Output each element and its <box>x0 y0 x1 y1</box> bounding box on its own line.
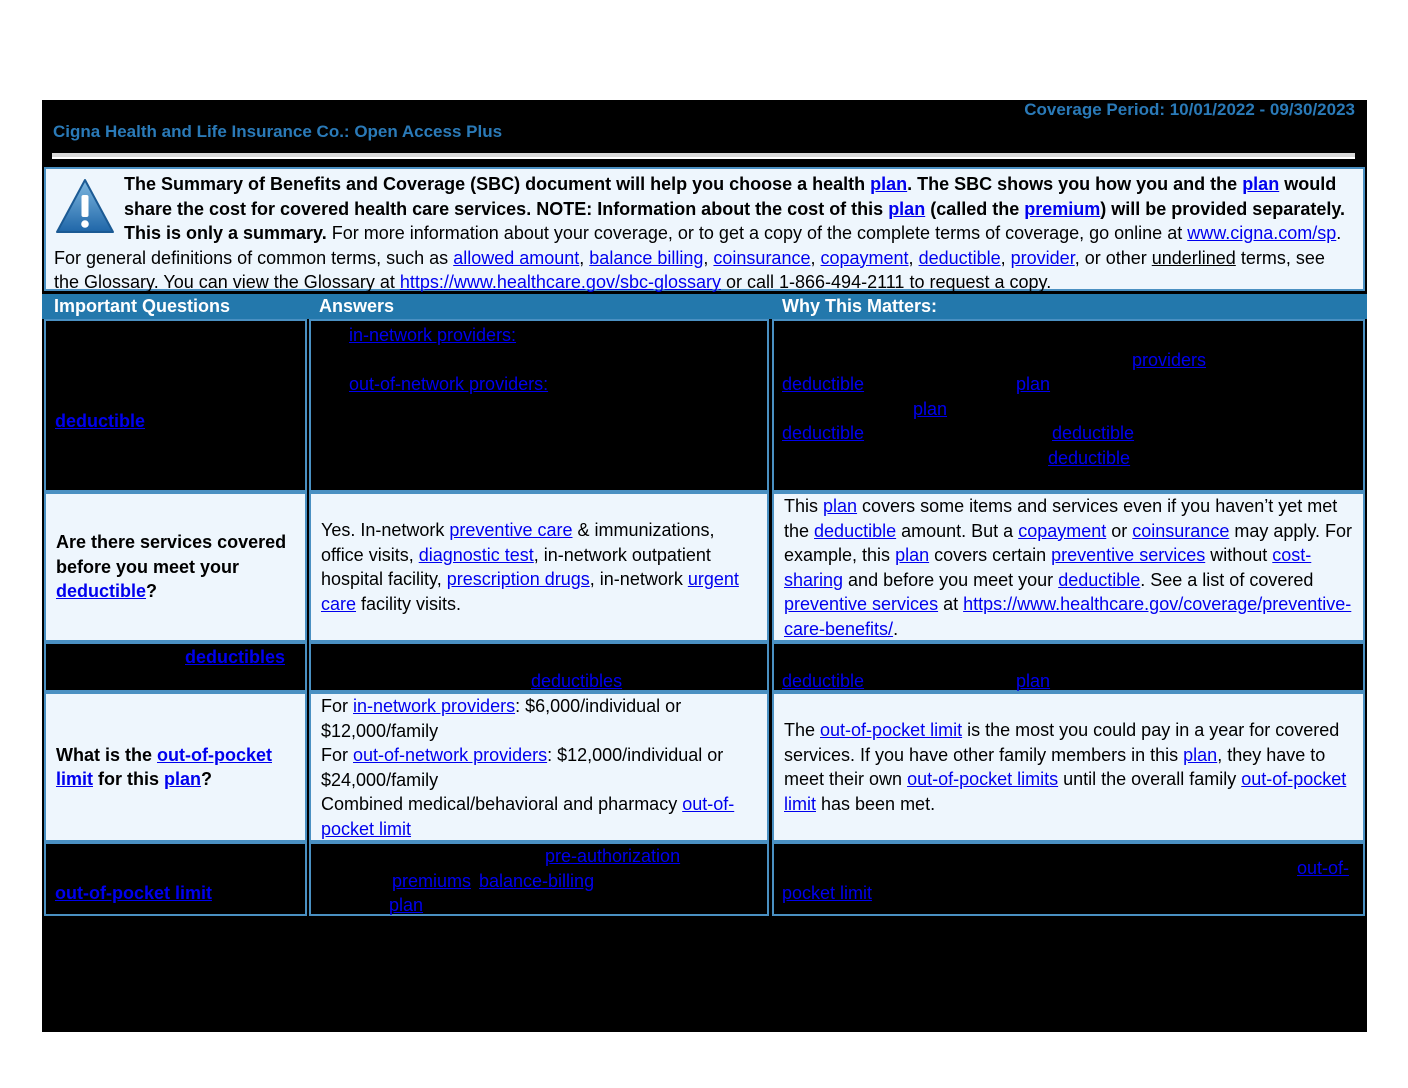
out-of-pocket-limit-link[interactable]: out-of-pocket limit <box>784 769 1347 814</box>
deductible-link[interactable]: deductible <box>782 423 865 443</box>
question-text: ? <box>201 769 213 789</box>
intro-text-3: would share the cost for covered health care services. NOTE: Information about the cost of this <box>124 174 1337 219</box>
preventive-care-link[interactable]: preventive care <box>449 520 573 540</box>
plan-link[interactable]: plan <box>1183 744 1218 765</box>
preventive-services-link[interactable]: preventive services <box>784 594 939 614</box>
why-text: . <box>893 618 899 639</box>
coinsurance-link[interactable]: coinsurance <box>1132 520 1230 541</box>
intro-box <box>44 167 1365 291</box>
in-network-providers-link[interactable]: in-network providers <box>353 696 516 716</box>
why-text: This <box>784 496 824 516</box>
plan-link[interactable]: plan <box>1016 374 1051 394</box>
premiums-link[interactable]: premiums <box>392 871 472 891</box>
coverage-period: Coverage Period: 10/01/2022 - 09/30/2023 <box>1024 100 1355 119</box>
intro-text-2: . The SBC shows you how you and the <box>907 174 1243 194</box>
cigna-url-link[interactable]: www.cigna.com/sp <box>1187 223 1337 243</box>
out-of-pocket-limit-link[interactable]: pocket limit <box>782 883 873 903</box>
answer-text: , in-network outpatient hospital facility, <box>321 544 711 589</box>
deductible-link[interactable]: deductible <box>814 520 897 541</box>
question-text: Are there services covered before you meet your <box>56 532 287 577</box>
answer-cell <box>309 492 769 642</box>
deductible-link[interactable]: deductible <box>56 581 147 602</box>
why-text: . See a list of covered <box>1140 569 1314 590</box>
question-cell <box>44 692 307 842</box>
deductibles-link[interactable]: deductibles <box>185 647 286 667</box>
table-row-services-before-deductible <box>42 492 1367 642</box>
why-text: amount. But a <box>896 520 1019 541</box>
balance-billing-link[interactable]: balance billing <box>589 247 704 268</box>
preventive-services-link[interactable]: preventive services <box>1051 545 1206 565</box>
out-of-pocket-limit-link[interactable]: out-of-pocket limit <box>55 883 212 903</box>
plan-link[interactable]: plan <box>1016 671 1051 691</box>
answer-text: , in-network <box>589 569 688 589</box>
out-of-network-providers-link[interactable]: out-of-network providers <box>353 745 548 765</box>
balance-billing-link[interactable]: balance-billing <box>479 871 595 891</box>
why-text: may apply. For example, this <box>784 520 1353 565</box>
glossary-url-link[interactable]: https://www.healthcare.gov/sbc-glossary <box>399 272 721 292</box>
answer-cell <box>309 642 769 692</box>
intro-text-9: terms, see the Glossary. You can view the Glossary at <box>54 247 1325 292</box>
plan-link[interactable]: plan <box>389 895 424 915</box>
why-text: until the overall family <box>1058 769 1242 789</box>
answer-text: For <box>321 745 354 765</box>
separator: , <box>810 247 821 268</box>
provider-link[interactable]: provider <box>1010 247 1075 268</box>
separator: , <box>1000 247 1011 268</box>
out-of-network-limit <box>321 743 757 792</box>
question-text: ? <box>146 581 158 602</box>
plan-link[interactable]: plan <box>888 198 926 219</box>
deductible-link[interactable]: deductible <box>918 247 1001 268</box>
why-text: The <box>784 720 821 740</box>
warning-triangle-icon <box>54 177 116 237</box>
answer-text: & immunizations, office visits, <box>321 520 715 565</box>
out-of-pocket-limits-link[interactable]: out-of-pocket limits <box>907 769 1059 789</box>
header-why-this-matters: Why This Matters: <box>782 296 938 316</box>
intro-text-4: (called the <box>925 198 1025 219</box>
intro-text-7: . For general definitions of common terms, such as <box>54 223 1342 268</box>
combined-limit <box>321 792 757 841</box>
deductible-link[interactable]: deductible <box>782 374 865 394</box>
plan-link[interactable]: plan <box>164 769 202 789</box>
question-cell <box>44 492 307 642</box>
out-of-pocket-limit-link[interactable]: out-of-pocket limit <box>321 794 735 839</box>
sbc-page <box>42 100 1367 1032</box>
preventive-care-benefits-url-link[interactable]: https://www.healthcare.gov/coverage/preventive-care-benefits/ <box>784 594 1352 639</box>
table-row-deductible <box>42 319 1367 492</box>
answer-text: Combined medical/behavioral and pharmacy <box>321 794 683 814</box>
header-answers: Answers <box>319 296 395 316</box>
deductible-link[interactable]: deductible <box>1052 423 1135 443</box>
plan-link[interactable]: plan <box>1242 174 1280 194</box>
out-of-network-providers-link[interactable]: out-of-network providers: <box>349 374 549 394</box>
table-row-out-of-pocket-limit <box>42 692 1367 842</box>
why-cell <box>772 492 1365 642</box>
answer-cell <box>309 319 769 492</box>
deductible-link[interactable]: deductible <box>55 411 146 431</box>
question-cell <box>44 319 307 492</box>
header-divider <box>52 153 1355 159</box>
why-text: or <box>1106 520 1133 541</box>
prescription-drugs-link[interactable]: prescription drugs <box>446 569 590 589</box>
intro-text-6: For more information about your coverage, or to get a copy of the complete terms of coverage, go online at <box>326 223 1188 243</box>
separator: , <box>579 247 590 268</box>
why-cell <box>772 842 1365 916</box>
why-cell <box>772 692 1365 842</box>
why-text: and before you meet your <box>843 569 1059 590</box>
header-important-questions: Important Questions <box>54 296 231 316</box>
plan-link[interactable]: plan <box>913 399 948 419</box>
deductible-link[interactable]: deductible <box>1048 448 1131 468</box>
answer-cell <box>309 692 769 842</box>
question-text: for this <box>93 769 165 789</box>
question-cell <box>44 842 307 916</box>
answer-text: : $12,000/individual or $24,000/family <box>321 745 724 790</box>
why-text: covers certain <box>929 545 1052 565</box>
cost-sharing-link[interactable]: cost-sharing <box>784 545 1312 590</box>
why-text: has been met. <box>816 793 936 814</box>
in-network-providers-link[interactable]: in-network providers: <box>349 325 517 345</box>
answer-text: Yes. In-network <box>321 520 450 540</box>
underlined-word: underlined <box>1151 247 1236 268</box>
why-cell <box>772 319 1365 492</box>
separator: , <box>908 247 919 268</box>
deductible-link[interactable]: deductible <box>1058 569 1141 590</box>
table-row-other-deductibles <box>42 642 1367 692</box>
separator: , <box>703 247 714 268</box>
table-row-not-in-oop-limit <box>42 842 1367 916</box>
premium-link[interactable]: premium <box>1024 198 1101 219</box>
deductibles-link[interactable]: deductibles <box>531 671 623 691</box>
intro-text-10: or call 1-866-494-2111 to request a copy. <box>721 272 1052 292</box>
deductible-link[interactable]: deductible <box>782 671 865 691</box>
plan-link[interactable]: plan <box>870 174 908 194</box>
question-cell <box>44 642 307 692</box>
why-text: without <box>1205 545 1273 565</box>
copayment-link[interactable]: copayment <box>820 247 909 268</box>
answer-text: : $6,000/individual or $12,000/family <box>321 696 682 741</box>
out-of-pocket-limit-link[interactable]: out-of-pocket limit <box>820 720 963 740</box>
intro-text-5: ) will be provided separately. This is only a summary. <box>124 198 1346 243</box>
plan-link[interactable]: plan <box>895 545 930 565</box>
why-text: , they have to meet their own <box>784 744 1326 789</box>
answer-text: For <box>321 696 354 716</box>
providers-link[interactable]: providers <box>1132 350 1207 370</box>
coinsurance-link[interactable]: coinsurance <box>713 247 811 268</box>
intro-text-1: The Summary of Benefits and Coverage (SBC) document will help you choose a health <box>124 174 871 194</box>
out-of-pocket-limit-link[interactable]: out-of-pocket limit <box>56 744 272 789</box>
intro-text-8: , or other <box>1074 247 1152 268</box>
allowed-amount-link[interactable]: allowed amount <box>453 247 580 268</box>
answer-text: facility visits. <box>356 593 462 614</box>
question-text: What is the <box>56 744 158 765</box>
in-network-limit <box>321 694 757 743</box>
plan-link[interactable]: plan <box>823 496 858 516</box>
why-text: at <box>938 594 964 614</box>
why-text: is the most you could pay in a year for covered services. If you have other family members in this <box>784 720 1340 765</box>
plan-title: Cigna Health and Life Insurance Co.: Open Access Plus <box>53 122 503 141</box>
urgent-care-link[interactable]: urgent care <box>321 569 739 614</box>
diagnostic-test-link[interactable]: diagnostic test <box>418 544 534 565</box>
out-of-pocket-limit-link[interactable]: out-of- <box>1297 858 1350 878</box>
why-cell <box>772 642 1365 692</box>
pre-authorization-link[interactable]: pre-authorization <box>545 846 681 866</box>
copayment-link[interactable]: copayment <box>1018 520 1107 541</box>
table-header <box>42 294 1367 319</box>
why-text: covers some items and services even if you haven’t yet met the <box>784 496 1338 541</box>
answer-cell <box>309 842 769 916</box>
